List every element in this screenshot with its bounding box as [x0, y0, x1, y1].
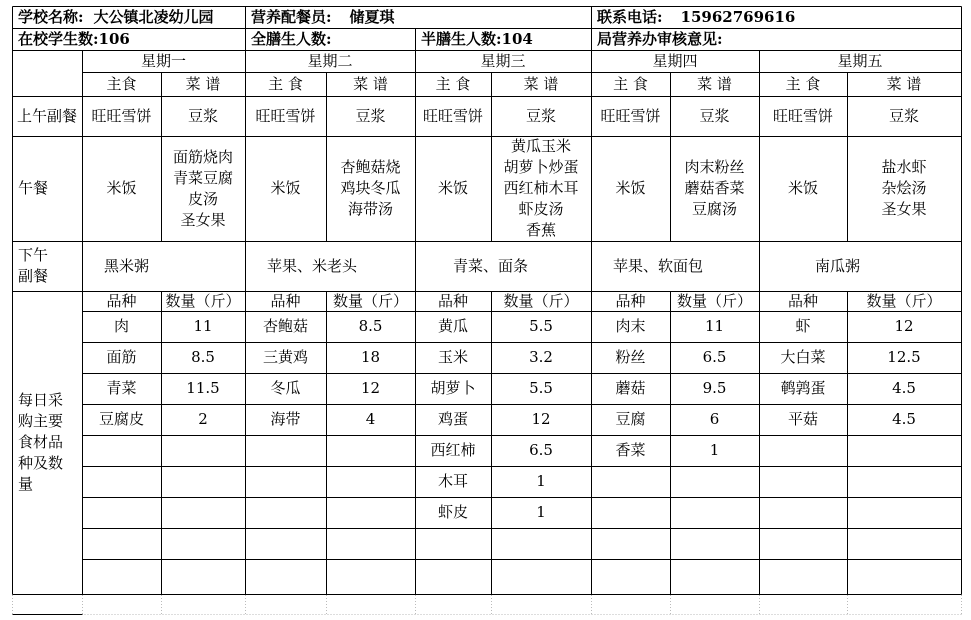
lunch-cell: 肉末粉丝 蘑菇香菜 豆腐汤 [684, 158, 745, 218]
phone-cell [591, 6, 961, 28]
purchase-col-variety: 品种 [270, 291, 301, 310]
subheader-menu: 菜 谱 [185, 74, 221, 93]
purchase-item-name: 豆腐皮 [98, 410, 144, 428]
school-label: 学校名称: [18, 7, 84, 26]
purchase-item-name: 三黄鸡 [262, 348, 308, 366]
nutritionist-cell [245, 6, 591, 28]
purchase-item-qty: 12 [531, 410, 551, 428]
purchase-item-qty: 1 [536, 472, 546, 490]
school-name: 大公镇北凌幼儿园 [93, 7, 214, 26]
purchase-item-qty: 3.2 [529, 348, 553, 366]
purchase-col-variety: 品种 [615, 291, 646, 310]
purchase-item-qty: 5.5 [529, 317, 553, 335]
purchase-col-variety: 品种 [437, 291, 468, 310]
purchase-item-qty: 11.5 [186, 379, 220, 397]
morning-cell: 旺旺雪饼 [422, 106, 483, 125]
purchase-item-qty: 8.5 [191, 348, 215, 366]
subheader-menu: 菜 谱 [886, 74, 922, 93]
day-header-thu: 星期四 [652, 51, 698, 70]
lunch-cell: 杏鲍菇烧 鸡块冬瓜 海带汤 [340, 158, 401, 218]
purchase-col-variety: 品种 [106, 291, 137, 310]
purchase-item-qty: 6 [709, 410, 720, 428]
purchase-col-qty: 数量（斤） [332, 291, 408, 310]
morning-cell: 旺旺雪饼 [91, 106, 152, 125]
lunch-cell: 米饭 [106, 179, 137, 197]
morning-cell: 豆浆 [699, 106, 730, 125]
morning-cell: 旺旺雪饼 [255, 106, 316, 125]
subheader-staple: 主 食 [268, 74, 303, 93]
full-meal-label: 全膳生人数: [251, 29, 332, 48]
afternoon-cell: 苹果、米老头 [267, 256, 358, 275]
row-label-afternoon: 下午 副餐 [18, 246, 49, 285]
row-label-morning: 上午副餐 [16, 106, 77, 125]
phone-number: 15962769616 [680, 7, 796, 26]
purchase-col-variety: 品种 [787, 291, 818, 310]
purchase-item-name: 豆腐 [615, 410, 646, 428]
subheader-menu: 菜 谱 [697, 74, 732, 93]
purchase-item-qty: 6.5 [702, 348, 727, 366]
afternoon-cell: 南瓜粥 [815, 256, 861, 275]
purchase-item-name: 肉 [113, 317, 129, 335]
purchase-item-name: 冬瓜 [270, 379, 301, 397]
morning-cell: 豆浆 [187, 106, 218, 125]
row-label-lunch: 午餐 [18, 179, 49, 197]
purchase-item-qty: 4.5 [892, 379, 916, 397]
purchase-item-qty: 12.5 [887, 348, 921, 366]
purchase-item-name: 肉末 [615, 317, 646, 335]
subheader-menu: 菜 谱 [353, 74, 388, 93]
purchase-col-qty: 数量（斤） [165, 291, 241, 310]
purchase-item-name: 虾皮 [437, 503, 468, 521]
morning-cell: 旺旺雪饼 [600, 106, 661, 125]
day-header-tue: 星期二 [307, 51, 353, 70]
purchase-item-name: 青菜 [106, 379, 137, 397]
students-label: 在校学生数: [18, 29, 99, 48]
students-count: 106 [98, 29, 130, 48]
purchase-item-name: 鹌鹑蛋 [780, 379, 826, 397]
lunch-cell: 黄瓜玉米 胡萝卜炒蛋 西红柿木耳 虾皮汤 香蕉 [503, 137, 579, 239]
purchase-item-qty: 12 [894, 317, 914, 335]
purchase-col-qty: 数量（斤） [866, 291, 942, 310]
purchase-item-qty: 18 [360, 348, 381, 366]
day-header-mon: 星期一 [140, 51, 186, 70]
purchase-item-name: 黄瓜 [437, 317, 468, 335]
school-cell [12, 6, 245, 28]
lunch-cell: 面筋烧肉 青菜豆腐 皮汤 圣女果 [172, 147, 233, 229]
purchase-item-qty: 2 [198, 410, 208, 428]
morning-cell: 豆浆 [525, 106, 556, 125]
subheader-staple: 主食 [106, 74, 137, 93]
purchase-item-qty: 11 [704, 317, 725, 335]
purchase-item-qty: 4.5 [892, 410, 916, 428]
purchase-item-qty: 11 [193, 317, 213, 335]
row-label-purchase: 每日采 购主要 食材品 种及数 量 [18, 391, 64, 493]
lunch-cell: 米饭 [270, 179, 301, 197]
purchase-item-name: 木耳 [437, 472, 468, 490]
nutritionist-label: 营养配餐员: [251, 7, 332, 26]
purchase-item-qty: 5.5 [529, 379, 553, 397]
morning-cell: 豆浆 [355, 106, 386, 125]
subheader-staple: 主 食 [613, 74, 648, 93]
purchase-item-name: 面筋 [106, 348, 137, 366]
purchase-item-qty: 9.5 [702, 379, 727, 397]
purchase-col-qty: 数量（斤） [676, 291, 752, 310]
subheader-menu: 菜 谱 [523, 74, 559, 93]
purchase-item-name: 粉丝 [615, 348, 646, 366]
purchase-item-name: 香菜 [615, 441, 646, 459]
purchase-item-name: 蘑菇 [615, 379, 646, 397]
purchase-item-qty: 8.5 [358, 317, 383, 335]
purchase-item-name: 海带 [270, 410, 301, 428]
subheader-staple: 主 食 [785, 74, 821, 93]
phone-label: 联系电话: [597, 7, 663, 26]
purchase-item-name: 虾 [795, 317, 811, 335]
lunch-cell: 米饭 [787, 179, 818, 197]
morning-cell: 旺旺雪饼 [772, 106, 833, 125]
purchase-item-name: 平菇 [787, 410, 818, 428]
purchase-item-name: 大白菜 [780, 348, 826, 366]
purchase-col-qty: 数量（斤） [503, 291, 579, 310]
students-cell [12, 28, 245, 50]
morning-cell: 豆浆 [888, 106, 919, 125]
lunch-cell: 盐水虾 杂烩汤 圣女果 [881, 158, 927, 218]
day-header-wed: 星期三 [480, 51, 526, 70]
purchase-item-name: 胡萝卜 [430, 379, 476, 397]
half-meal-label: 半膳生人数: [421, 29, 502, 48]
nutritionist-name: 储夏琪 [349, 7, 395, 26]
purchase-item-name: 鸡蛋 [437, 410, 468, 428]
purchase-item-name: 杏鲍菇 [262, 317, 308, 335]
half-meal-count: 104 [501, 29, 533, 48]
purchase-item-name: 玉米 [437, 348, 468, 366]
subheader-staple: 主 食 [435, 74, 471, 93]
purchase-item-qty: 4 [365, 410, 376, 428]
day-header-fri: 星期五 [837, 51, 883, 70]
review-cell [591, 28, 961, 50]
purchase-item-name: 西红柿 [430, 441, 476, 459]
lunch-cell: 米饭 [437, 179, 468, 197]
purchase-item-qty: 1 [709, 441, 720, 459]
afternoon-cell: 苹果、软面包 [613, 256, 704, 275]
half-meal-cell [415, 28, 591, 50]
lunch-cell: 米饭 [615, 179, 646, 197]
afternoon-cell: 黑米粥 [104, 256, 150, 275]
purchase-item-qty: 12 [360, 379, 381, 397]
purchase-item-qty: 6.5 [529, 441, 553, 459]
review-label: 局营养办审核意见: [597, 29, 723, 48]
full-meal-cell [245, 28, 415, 50]
purchase-item-qty: 1 [536, 503, 546, 521]
afternoon-cell: 青菜、面条 [453, 256, 529, 275]
